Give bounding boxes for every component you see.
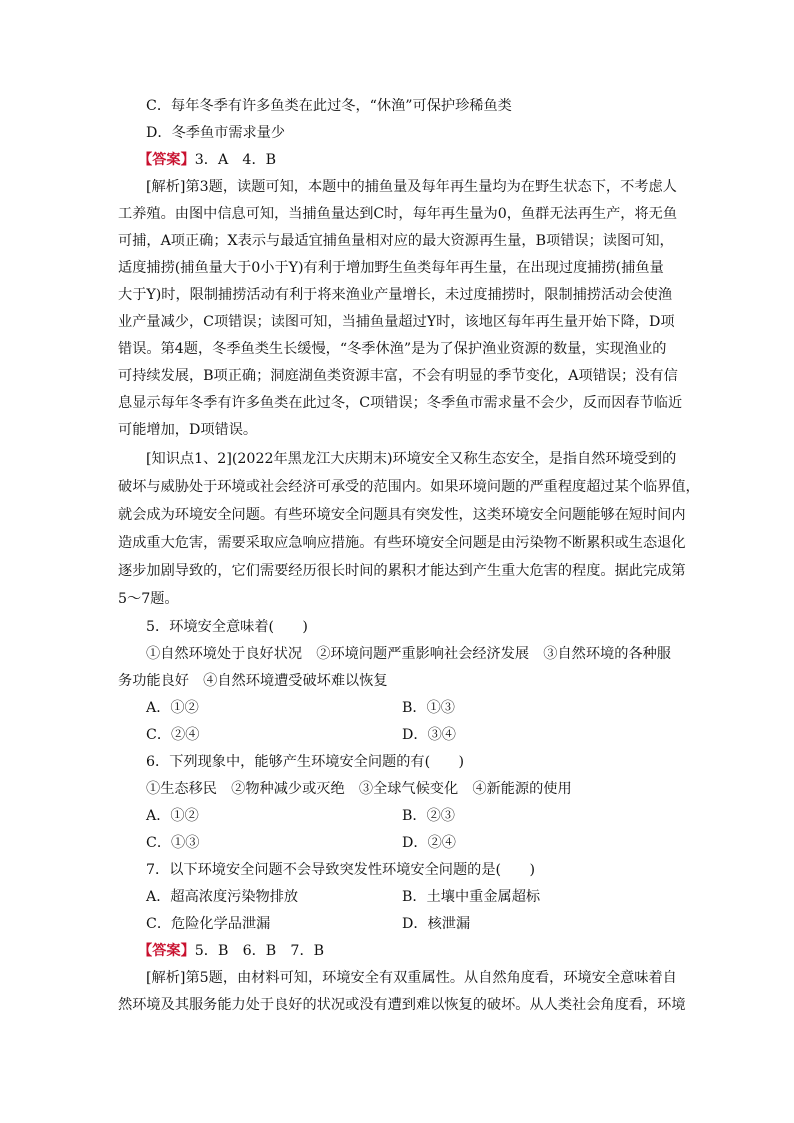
answer-text: 3．A 4．B	[194, 152, 277, 168]
answer-tag: 【答案】	[138, 152, 195, 168]
q6-option-d: D．②④	[402, 835, 456, 851]
q4-option-c: C．每年冬季有许多鱼类在此过冬，“休渔”可保护珍稀鱼类	[146, 98, 512, 114]
material-line: 破坏与威胁处于环境或社会经济可承受的范围内。如果环境问题的严重程度超过某个临界值，	[118, 479, 700, 495]
answer-line-2	[138, 941, 324, 961]
analysis-line: 然环境及其服务能力处于良好的状况或没有遭到难以恢复的破坏。从人类社会角度看，环境	[118, 997, 686, 1013]
q7-option-row-1	[146, 887, 541, 907]
q7-option-b: B．土壤中重金属超标	[402, 889, 541, 905]
answer-line-1	[138, 150, 276, 170]
q7-option-row-2	[146, 914, 471, 934]
answer-text: 5．B 6．B 7．B	[194, 943, 325, 959]
q7-stem: 7．以下环境安全问题不会导致突发性环境安全问题的是( )	[146, 862, 535, 878]
material-line: 逐步加剧导致的，它们需要经历很长时间的累积才能达到产生重大危害的程度。据此完成第	[118, 563, 686, 579]
analysis-line: 业产量减少，C项错误；读图可知，当捕鱼量超过Y时，该地区每年再生量开始下降，D项	[118, 314, 675, 330]
q5-statements-1: ①自然环境处于良好状况 ②环境问题严重影响社会经济发展 ③自然环境的各种服	[146, 646, 671, 662]
q5-option-a: A．①②	[146, 700, 199, 716]
analysis-line: [解析]第3题，读题可知，本题中的捕鱼量及每年再生量均为在野生状态下，不考虑人	[146, 179, 677, 195]
q5-option-b: B．①③	[402, 700, 455, 716]
q5-option-row-1	[146, 698, 455, 718]
q6-option-row-2	[146, 833, 456, 853]
analysis-line: 工养殖。由图中信息可知，当捕鱼量达到C时，每年再生量为0，鱼群无法再生产，将无鱼	[118, 206, 678, 222]
analysis-line: 适度捕捞(捕鱼量大于0小于Y)有利于增加野生鱼类每年再生量，在出现过度捕捞(捕鱼量	[118, 260, 664, 276]
analysis-line: 错误。第4题，冬季鱼类生长缓慢，“冬季休渔”是为了保护渔业资源的数量，实现渔业的	[118, 341, 667, 357]
q7-option-c: C．危险化学品泄漏	[146, 916, 271, 932]
material-line: 造成重大危害，需要采取应急响应措施。有些环境安全问题是由污染物不断累积或生态退化	[118, 535, 686, 551]
answer-tag: 【答案】	[138, 943, 195, 959]
q6-option-a: A．①②	[146, 808, 199, 824]
analysis-line: 大于Y)时，限制捕捞活动有利于将来渔业产量增长，未过度捕捞时，限制捕捞活动会使渔	[118, 287, 673, 303]
q7-option-d: D．核泄漏	[402, 916, 471, 932]
q5-option-c: C．②④	[146, 727, 200, 743]
material-line: 就会成为环境安全问题。有些环境安全问题具有突发性，这类环境安全问题能够在短时间内	[118, 507, 686, 523]
analysis-line: 可持续发展，B项正确；洞庭湖鱼类资源丰富，不会有明显的季节变化，A项错误；没有信	[118, 368, 678, 384]
analysis-line: 可捕，A项正确；X表示与最适宜捕鱼量相对应的最大资源再生量，B项错误；读图可知，	[118, 233, 674, 249]
q6-stem: 6．下列现象中，能够产生环境安全问题的有( )	[146, 754, 465, 770]
q6-option-b: B．②③	[402, 808, 455, 824]
q7-option-a: A．超高浓度污染物排放	[146, 889, 299, 905]
analysis-line: 可能增加，D项错误。	[118, 422, 258, 438]
material-line: 5～7题。	[118, 591, 179, 607]
analysis-line: [解析]第5题，由材料可知，环境安全有双重属性。从自然角度看，环境安全意味着自	[146, 970, 677, 986]
material-line: [知识点1、2](2022年黑龙江大庆期末)环境安全又称生态安全，是指自然环境受到的	[146, 451, 677, 467]
q5-statements-2: 务功能良好 ④自然环境遭受破坏难以恢复	[118, 673, 388, 689]
q6-option-c: C．①③	[146, 835, 200, 851]
q5-option-row-2	[146, 725, 456, 745]
q6-statements: ①生态移民 ②物种减少或灭绝 ③全球气候变化 ④新能源的使用	[146, 781, 572, 797]
q6-option-row-1	[146, 806, 455, 826]
q5-stem: 5．环境安全意味着( )	[146, 619, 308, 635]
analysis-line: 息显示每年冬季有许多鱼类在此过冬，C项错误；冬季鱼市需求量不会少，反而因春节临近	[118, 395, 683, 411]
q5-option-d: D．③④	[402, 727, 456, 743]
q4-option-d: D．冬季鱼市需求量少	[146, 125, 286, 141]
